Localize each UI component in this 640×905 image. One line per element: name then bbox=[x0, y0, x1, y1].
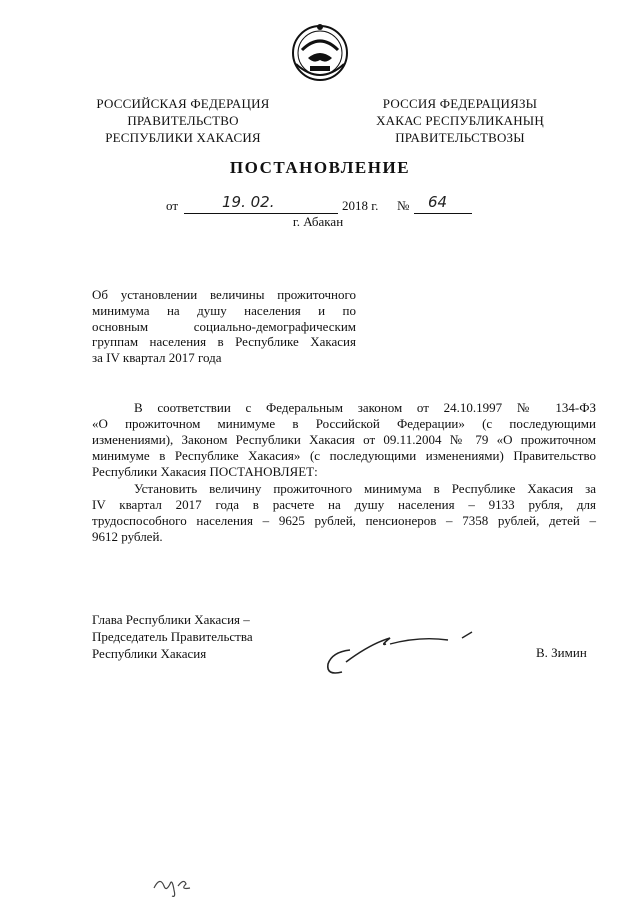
signatory-line: Председатель Правительства bbox=[92, 629, 253, 644]
header-right-line: ХАКАС РЕСПУБЛИКАНЫҢ bbox=[376, 113, 544, 128]
header-left-line: РОССИЙСКАЯ ФЕДЕРАЦИЯ bbox=[96, 96, 270, 111]
document-title: ПОСТАНОВЛЕНИЕ bbox=[229, 158, 411, 177]
subject-line: Об установлении величины прожиточного bbox=[92, 287, 356, 302]
header-right-line: РОССИЯ ФЕДЕРАЦИЯЗЫ bbox=[382, 96, 538, 111]
number-handwritten: 64 bbox=[428, 193, 448, 211]
date-handwritten: 19. 02. bbox=[222, 193, 275, 211]
paragraph-line: 9612 рублей. bbox=[92, 529, 163, 544]
subject-block bbox=[92, 287, 356, 366]
subject-line: за IV квартал 2017 года bbox=[92, 350, 222, 366]
subject-line: минимума на душу населения и по bbox=[92, 302, 356, 318]
date-year: 2018 г. bbox=[342, 198, 379, 213]
city: г. Абакан bbox=[292, 214, 344, 229]
paragraph-line: трудоспособного населения – 9625 рублей, пенсионеров – 7358 рублей, детей – bbox=[92, 513, 596, 528]
paragraph-line: В соответствии с Федеральным законом от 24.10.1997 № 134-ФЗ bbox=[134, 400, 596, 415]
header-left bbox=[78, 95, 288, 146]
signatory-name: В. Зимин bbox=[536, 645, 587, 660]
number-prefix: № bbox=[397, 198, 410, 213]
paragraph-line: IV квартал 2017 года в расчете на душу населения – 9133 рубля, для bbox=[92, 497, 596, 512]
paragraph-resolution bbox=[92, 481, 596, 545]
subject-line: основным социально-демографическим bbox=[92, 318, 356, 334]
handwritten-initials bbox=[150, 868, 200, 898]
paragraph-line: «О прожиточном минимуме в Российской Федерации» (с последующими bbox=[92, 416, 596, 431]
paragraph-line: Республики Хакасия ПОСТАНОВЛЯЕТ: bbox=[92, 464, 318, 479]
signatory-line: Республики Хакасия bbox=[92, 646, 207, 661]
header-right bbox=[355, 95, 565, 146]
date-prefix: от bbox=[166, 198, 179, 213]
paragraph-line: Установить величину прожиточного минимума в Республике Хакасия за bbox=[134, 481, 596, 496]
paragraph-line: изменениями), Законом Республики Хакасия от 09.11.2004 № 79 «О прожиточном bbox=[92, 432, 596, 447]
header-left-line: ПРАВИТЕЛЬСТВО bbox=[127, 113, 239, 128]
coat-of-arms-emblem bbox=[288, 20, 352, 84]
signatory-position bbox=[92, 611, 253, 662]
header-right-line: ПРАВИТЕЛЬСТВОЗЫ bbox=[395, 130, 525, 145]
handwritten-signature bbox=[320, 622, 500, 682]
header-left-line: РЕСПУБЛИКИ ХАКАСИЯ bbox=[105, 130, 261, 145]
subject-line: группам населения в Республике Хакасия bbox=[92, 334, 356, 350]
paragraph-preamble bbox=[92, 400, 596, 480]
paragraph-line: минимуме в Республике Хакасия» (с последующими изменениями) Правительство bbox=[92, 448, 596, 463]
signatory-line: Глава Республики Хакасия – bbox=[92, 612, 250, 627]
